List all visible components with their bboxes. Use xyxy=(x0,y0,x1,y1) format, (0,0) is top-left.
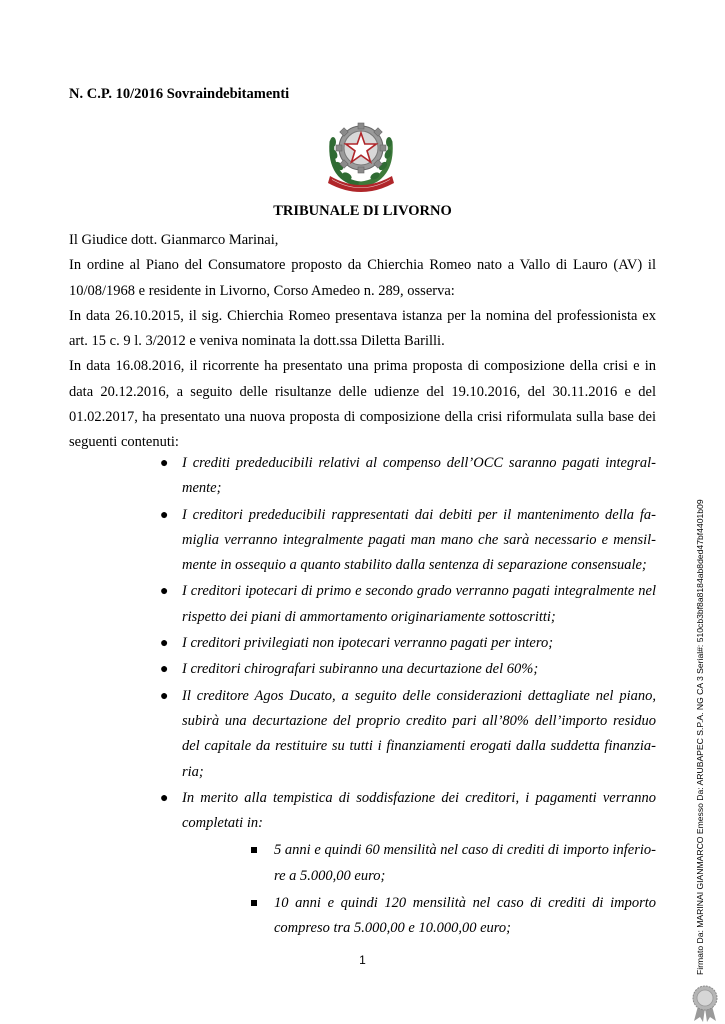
bullet-icon: ● xyxy=(160,688,169,704)
bullet-icon: ● xyxy=(160,584,169,600)
paragraph-intro: In ordine al Piano del Consumatore proposto da Chierchia Romeo nato a Vallo di Lauro (AV) il 10/08/1968 e residente in Livorno, Corso Amedeo n. 289, osserva: xyxy=(69,257,656,299)
court-title xyxy=(0,203,725,220)
list-item: ● I creditori ipotecari di primo e secondo grado verranno pagati integralmente nel rispetto dei piani di ammortamento originariamente sottoscritti; xyxy=(157,579,656,630)
bullet-icon: ● xyxy=(160,662,169,678)
square-bullet-icon xyxy=(251,900,257,906)
italian-republic-emblem-icon xyxy=(322,112,400,194)
payment-timing-list xyxy=(249,838,656,941)
paragraph-nomination: In data 26.10.2015, il sig. Chierchia Romeo presentava istanza per la nomina del professionista ex art. 15 c. 9 l. 3/2012 e veniva nominata la dott.ssa Diletta Barilli. xyxy=(69,307,656,350)
case-number: N. C.P. 10/2016 Sovraindebitamenti xyxy=(69,86,290,102)
list-item: ● I creditori privilegiati non ipotecari verranno pagati per intero; xyxy=(157,631,656,656)
list-item: ● I crediti prededucibili relativi al compenso dell’OCC saranno pagati integral-mente; xyxy=(157,451,656,502)
certification-seal-icon xyxy=(689,984,721,1022)
paragraph-judge: Il Giudice dott. Gianmarco Marinai, xyxy=(69,232,279,248)
paragraph-proposal: In data 16.08.2016, il ricorrente ha presentato una prima proposta di composizione della crisi e in data 20.12.2016, a seguito delle risultanze delle udienze del 19.10.2016, del 30.11.2016 e del 01.02.2017, ha presentato una nuova proposta di composizione della crisi riformulata sulla base dei seguenti contenuti: xyxy=(69,358,656,451)
bullet-icon: ● xyxy=(160,507,169,523)
court-title-text: TRIBUNALE DI LIVORNO xyxy=(273,203,452,219)
list-item: ● I creditori prededucibili rappresentati dai debiti per il mantenimento della fa-miglia verranno integralmente pagati man mano che sarà necessario e mensil-mente in ossequio a quanto stabilito dalla sentenza di separazione consensuale; xyxy=(157,503,656,579)
sub-list-item: 5 anni e quindi 60 mensilità nel caso di crediti di importo inferio-re a 5.000,00 euro; xyxy=(249,838,656,889)
body-text xyxy=(69,228,656,456)
sub-list-item: 10 anni e quindi 120 mensilità nel caso di crediti di importo compreso tra 5.000,00 e 10.000,00 euro; xyxy=(249,891,656,942)
list-item: ● In merito alla tempistica di soddisfazione dei creditori, i pagamenti verranno completati in: 5 anni e quindi 60 mensilità nel caso di crediti di importo inferio-re a 5.000,00 euro; 10 anni e quindi 120 mensilità nel caso di crediti di importo compreso tra 5.000,00 e 10.000,00 euro; xyxy=(157,786,656,942)
bullet-icon: ● xyxy=(160,456,169,471)
bullet-icon: ● xyxy=(160,790,169,806)
proposal-contents-list xyxy=(157,451,656,944)
square-bullet-icon xyxy=(251,847,257,853)
list-item: ● Il creditore Agos Ducato, a seguito delle considerazioni dettagliate nel piano, subirà una decurtazione del proprio credito pari all’80% dell’importo residuo del capitale da restituire su tutti i finanziamenti erogati dalla suddetta finanzia-ria; xyxy=(157,684,656,785)
list-item: ● I creditori chirografari subiranno una decurtazione del 60%; xyxy=(157,657,656,682)
digital-signature-text: Firmato Da: MARINAI GIANMARCO Emesso Da: ARUBAPEC S.P.A. NG CA 3 Serial#: 510cb3bf8a8184ab8ded47bf4401b09 xyxy=(695,499,705,975)
bullet-icon: ● xyxy=(160,636,169,652)
page-number: 1 xyxy=(359,953,366,967)
